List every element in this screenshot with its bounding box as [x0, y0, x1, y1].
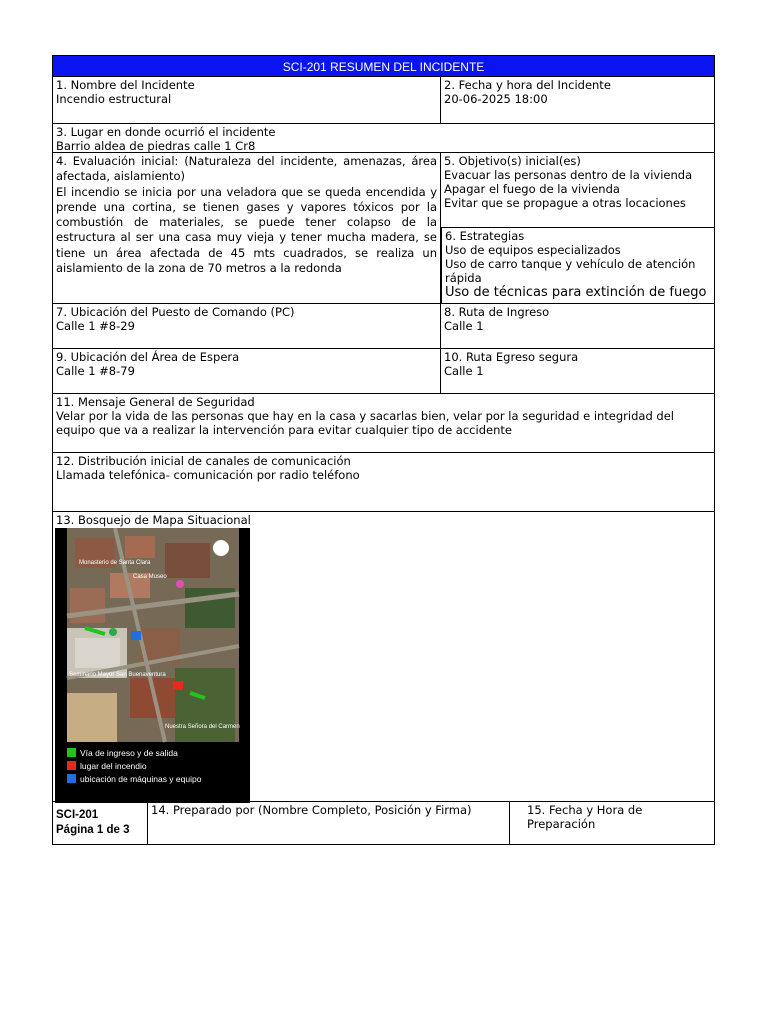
evaluation-label: 4. Evaluación inicial: (Naturaleza del incidente, amenazas, área afectada, aislamiento) [56, 154, 437, 184]
situational-map-label: 13. Bosquejo de Mapa Situacional [56, 513, 251, 527]
row-location [52, 124, 715, 153]
strategy-item: Uso de técnicas para extinción de fuego [445, 285, 707, 300]
legend-swatch-red [67, 761, 76, 770]
map-label: Nuestra Señora del Carmen [165, 724, 240, 730]
situational-map-image [55, 528, 250, 803]
map-label: Casa Museo [133, 574, 167, 580]
entry-route-label: 8. Ruta de Ingreso [444, 305, 550, 319]
incident-date-label: 2. Fecha y hora del Incidente [444, 78, 611, 92]
command-post-cell [53, 304, 440, 348]
legend-item [67, 746, 201, 759]
objective-item: Evacuar las personas dentro de la vivienda [444, 168, 693, 182]
communication-label: 12. Distribución inicial de canales de comunicación [56, 454, 351, 468]
incident-name-cell [53, 77, 440, 123]
preparation-date-cell [509, 802, 714, 844]
staging-area-cell [53, 349, 440, 393]
location-cell [53, 124, 714, 152]
objective-item: Apagar el fuego de la vivienda [444, 182, 620, 196]
incident-date-cell [440, 77, 714, 123]
safety-message-label: 11. Mensaje General de Seguridad [56, 395, 255, 409]
incident-name-value: Incendio estructural [56, 92, 172, 106]
strategy-item: Uso de carro tanque y vehículo de atención rápida [445, 257, 696, 285]
exit-route-cell [440, 349, 714, 393]
row-communication [52, 453, 715, 512]
map-label: Seminario Mayor San Buenaventura [69, 672, 166, 678]
safety-message-value: Velar por la vida de las personas que hay en la casa y sacarlas bien, velar por la seguridad e integridad del equipo que va a realizar la intervención para evitar cualquier tipo de accidente [56, 409, 674, 437]
incident-name-label: 1. Nombre del Incidente [56, 78, 195, 92]
objectives-strategies-column [440, 153, 714, 303]
communication-cell [53, 453, 714, 511]
row-command-post [52, 304, 715, 349]
staging-area-label: 9. Ubicación del Área de Espera [56, 350, 240, 364]
prepared-by-label: 14. Preparado por (Nombre Completo, Posición y Firma) [151, 803, 472, 817]
prepared-by-cell [147, 802, 509, 844]
strategy-item: Uso de equipos especializados [445, 243, 621, 257]
legend-text: ubicación de máquinas y equipo [80, 773, 202, 784]
preparation-date-label: 15. Fecha y Hora de Preparación [527, 803, 643, 831]
legend-text: lugar del incendio [80, 760, 147, 771]
evaluation-cell [53, 153, 440, 303]
entry-route-value: Calle 1 [444, 319, 484, 333]
exit-route-value: Calle 1 [444, 364, 484, 378]
incident-date-value: 20-06-2025 18:00 [444, 92, 548, 106]
form-code-cell [53, 802, 147, 844]
row-incident-name-date [52, 77, 715, 124]
strategies-cell [441, 228, 714, 303]
row-evaluation-objectives [52, 153, 715, 304]
evaluation-value: El incendio se inicia por una veladora que se queda encendida y prende una cortina, se tienen gases y vapores tóxicos por la combustión de materiales, se puede tener colapso de la estructura al ser una casa muy vieja y tener mucha madera, se tiene un área afectada de 45 mts cuadrados, se realiza un aislamiento de la zona de 70 metros a la redonda [56, 184, 437, 276]
row-safety-message [52, 394, 715, 453]
staging-area-value: Calle 1 #8-79 [56, 364, 135, 378]
objectives-cell [441, 153, 714, 228]
entry-route-cell [440, 304, 714, 348]
map-legend [67, 746, 201, 785]
row-staging-area [52, 349, 715, 394]
form-title: SCI-201 RESUMEN DEL INCIDENTE [52, 55, 715, 77]
strategies-label: 6. Estrategias [445, 229, 525, 243]
row-footer [52, 802, 715, 845]
communication-value: Llamada telefónica- comunicación por radio teléfono [56, 468, 360, 482]
exit-route-label: 10. Ruta Egreso segura [444, 350, 579, 364]
location-label: 3. Lugar en donde ocurrió el incidente [56, 125, 276, 139]
legend-swatch-green [67, 748, 76, 757]
safety-message-cell [53, 394, 714, 452]
form-code: SCI-201 [56, 809, 99, 821]
legend-item [67, 772, 201, 785]
page-number: Página 1 de 3 [56, 824, 130, 836]
legend-swatch-blue [67, 774, 76, 783]
map-label: Monasterio de Santa Clara [79, 560, 151, 566]
objectives-label: 5. Objetivo(s) inicial(es) [444, 154, 581, 168]
legend-item [67, 759, 201, 772]
objective-item: Evitar que se propague a otras locaciones [444, 196, 686, 210]
location-value: Barrio aldea de piedras calle 1 Cr8 [56, 139, 256, 153]
command-post-value: Calle 1 #8-29 [56, 319, 135, 333]
command-post-label: 7. Ubicación del Puesto de Comando (PC) [56, 305, 295, 319]
legend-text: Vía de ingreso y de salida [80, 747, 178, 758]
